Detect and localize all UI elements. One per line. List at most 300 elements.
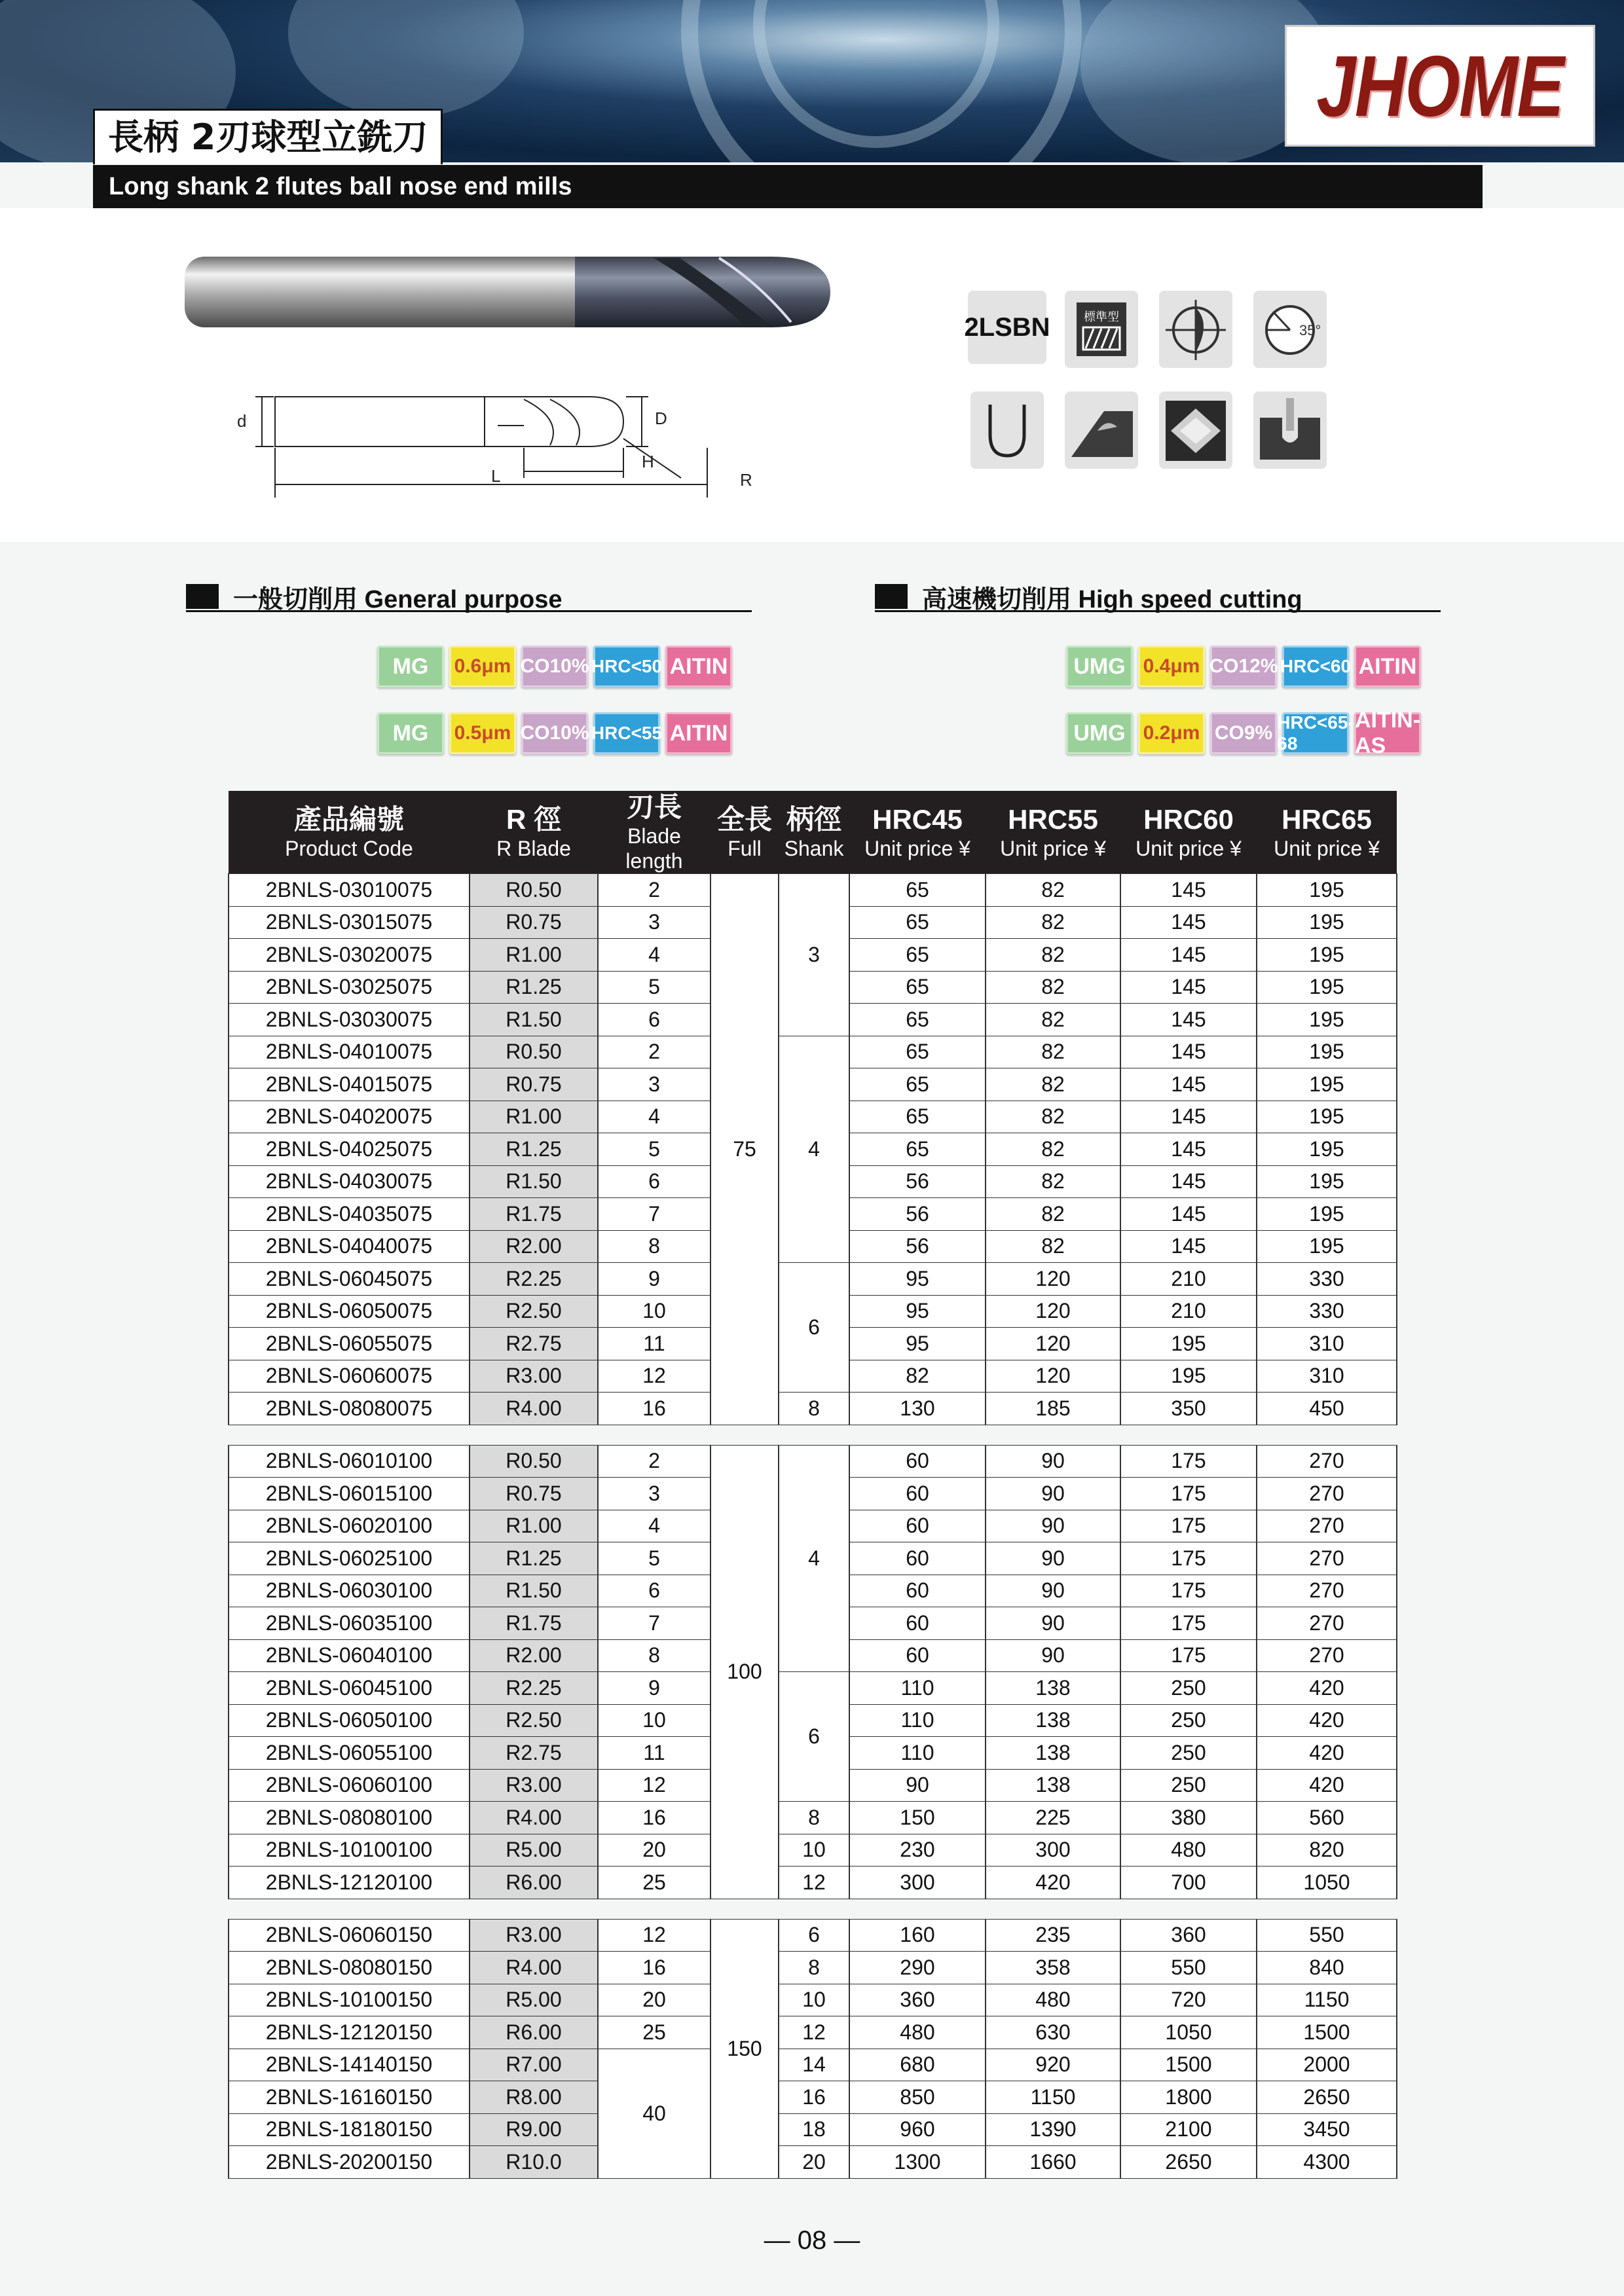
- price-hrc55: 90: [986, 1510, 1120, 1542]
- blade-length: 16: [598, 1802, 710, 1834]
- product-code: 2BNLS-06055075: [229, 1328, 470, 1360]
- price-hrc45: 56: [849, 1198, 986, 1231]
- price-hrc45: 150: [849, 1802, 986, 1834]
- blade-length: 11: [598, 1328, 710, 1360]
- tag-general-0-2: CO10%: [521, 646, 588, 687]
- page-title-en: Long shank 2 flutes ball nose end mills: [109, 173, 572, 200]
- price-hrc60: 145: [1120, 874, 1257, 907]
- header-cn: HRC55: [1008, 804, 1098, 835]
- table-row: [229, 1984, 1397, 2016]
- shank-diameter: 4: [779, 1445, 849, 1672]
- dim-d-label: d: [237, 411, 247, 431]
- price-hrc65: 195: [1257, 1101, 1397, 1133]
- blade-length: 12: [598, 1360, 710, 1393]
- product-code: 2BNLS-06015100: [229, 1478, 470, 1510]
- price-hrc60: 195: [1120, 1328, 1257, 1360]
- price-hrc55: 225: [986, 1802, 1120, 1834]
- price-hrc65: 310: [1257, 1360, 1397, 1393]
- product-table: [228, 791, 1397, 2179]
- price-hrc60: 250: [1120, 1737, 1257, 1770]
- pocketing-icon: [1159, 392, 1232, 469]
- price-hrc60: 145: [1120, 1230, 1257, 1263]
- product-code: 2BNLS-06060100: [229, 1769, 470, 1802]
- r-blade: R6.00: [470, 1867, 598, 1899]
- price-hrc45: 65: [849, 1004, 986, 1036]
- shank-diameter: 20: [779, 2146, 849, 2179]
- product-code: 2BNLS-06055100: [229, 1737, 470, 1770]
- group-spacer: [229, 1425, 1397, 1445]
- price-hrc65: 420: [1257, 1769, 1397, 1802]
- product-code-badge: 2LSBN: [968, 291, 1046, 364]
- price-hrc60: 145: [1120, 1133, 1257, 1166]
- header-col-4: [779, 791, 849, 874]
- price-hrc65: 195: [1257, 1068, 1397, 1101]
- product-code: 2BNLS-06020100: [229, 1510, 470, 1542]
- price-hrc60: 175: [1120, 1639, 1257, 1672]
- price-hrc45: 60: [849, 1639, 986, 1672]
- price-hrc65: 450: [1257, 1393, 1397, 1425]
- group-spacer: [229, 1899, 1397, 1919]
- r-blade: R0.75: [470, 1478, 598, 1510]
- dimension-drawing: [223, 380, 760, 511]
- header-col-7: [1120, 791, 1257, 874]
- price-hrc45: 110: [849, 1704, 986, 1737]
- price-hrc65: 195: [1257, 1133, 1397, 1166]
- price-hrc55: 920: [986, 2049, 1120, 2081]
- price-hrc45: 60: [849, 1478, 986, 1510]
- product-code: 2BNLS-08080100: [229, 1802, 470, 1834]
- price-hrc45: 65: [849, 1036, 986, 1068]
- product-code: 2BNLS-06035100: [229, 1607, 470, 1640]
- price-hrc55: 138: [986, 1704, 1120, 1737]
- product-code: 2BNLS-06060075: [229, 1360, 470, 1393]
- blade-length: 3: [598, 1068, 710, 1101]
- price-hrc65: 195: [1257, 1036, 1397, 1068]
- price-hrc55: 82: [986, 939, 1120, 972]
- r-blade: R1.00: [470, 939, 598, 972]
- tag-high_speed-0-1: 0.4μm: [1138, 646, 1205, 687]
- tag-general-1-1: 0.5μm: [449, 712, 516, 754]
- product-code: 2BNLS-04040075: [229, 1230, 470, 1263]
- product-code: 2BNLS-18180150: [229, 2113, 470, 2146]
- product-code: 2BNLS-04030075: [229, 1165, 470, 1198]
- price-hrc45: 60: [849, 1510, 986, 1542]
- price-hrc65: 195: [1257, 1230, 1397, 1263]
- price-hrc60: 720: [1120, 1984, 1257, 2016]
- price-hrc60: 145: [1120, 1165, 1257, 1198]
- price-hrc60: 550: [1120, 1952, 1257, 1984]
- price-hrc60: 175: [1120, 1575, 1257, 1607]
- header-cn: HRC45: [872, 804, 963, 835]
- price-hrc60: 145: [1120, 1036, 1257, 1068]
- product-code: 2BNLS-03030075: [229, 1004, 470, 1036]
- header-en: Unit price ¥: [1000, 837, 1106, 860]
- price-hrc60: 1500: [1120, 2049, 1257, 2081]
- price-hrc55: 90: [986, 1575, 1120, 1607]
- price-hrc55: 138: [986, 1672, 1120, 1705]
- price-hrc60: 175: [1120, 1510, 1257, 1542]
- product-code: 2BNLS-10100100: [229, 1834, 470, 1867]
- header-en: Unit price ¥: [864, 837, 970, 860]
- blade-length: 3: [598, 906, 710, 939]
- general-purpose-header: 一般切削用 General purpose: [186, 575, 752, 612]
- blade-length: 25: [598, 1867, 710, 1899]
- r-blade: R1.00: [470, 1510, 598, 1542]
- r-blade: R1.50: [470, 1575, 598, 1607]
- price-hrc65: 1050: [1257, 1867, 1397, 1899]
- r-blade: R2.75: [470, 1737, 598, 1770]
- table-row: [229, 1263, 1397, 1296]
- r-blade: R1.75: [470, 1607, 598, 1640]
- price-hrc55: 82: [986, 1004, 1120, 1036]
- price-hrc45: 480: [849, 2016, 986, 2049]
- header-cn: 刃長: [626, 792, 682, 822]
- price-hrc45: 65: [849, 906, 986, 939]
- r-blade: R2.25: [470, 1672, 598, 1705]
- price-hrc65: 820: [1257, 1834, 1397, 1867]
- price-hrc45: 300: [849, 1867, 986, 1899]
- shank-diameter: 8: [779, 1952, 849, 1984]
- price-hrc65: 195: [1257, 906, 1397, 939]
- price-hrc45: 850: [849, 2081, 986, 2114]
- price-hrc55: 82: [986, 1133, 1120, 1166]
- price-hrc45: 65: [849, 1068, 986, 1101]
- price-hrc45: 95: [849, 1263, 986, 1296]
- shank-diameter: 16: [779, 2081, 849, 2114]
- blade-length: 6: [598, 1575, 710, 1607]
- price-hrc45: 65: [849, 1133, 986, 1166]
- header-en: R Blade: [496, 837, 571, 860]
- tag-high_speed-1-2: CO9%: [1210, 712, 1277, 754]
- r-blade: R3.00: [470, 1769, 598, 1802]
- r-blade: R2.50: [470, 1295, 598, 1328]
- product-code: 2BNLS-08080150: [229, 1952, 470, 1984]
- shank-diameter: 6: [779, 1919, 849, 1952]
- price-hrc60: 145: [1120, 1198, 1257, 1231]
- price-hrc60: 350: [1120, 1393, 1257, 1425]
- price-hrc60: 250: [1120, 1704, 1257, 1737]
- price-hrc45: 110: [849, 1672, 986, 1705]
- full-length: 75: [710, 874, 779, 1425]
- shank-diameter: 8: [779, 1393, 849, 1425]
- r-blade: R1.75: [470, 1198, 598, 1231]
- price-hrc60: 145: [1120, 1101, 1257, 1133]
- dim-L-label: L: [491, 466, 501, 486]
- slotting-icon: [1065, 392, 1138, 469]
- svg-text:標準型: 標準型: [1084, 310, 1119, 324]
- price-hrc45: 82: [849, 1360, 986, 1393]
- product-code: 2BNLS-03010075: [229, 874, 470, 907]
- price-hrc65: 550: [1257, 1919, 1397, 1952]
- r-blade: R2.50: [470, 1704, 598, 1737]
- plunge-icon: [1253, 392, 1327, 469]
- header-cn: 產品編號: [293, 804, 404, 835]
- price-hrc45: 230: [849, 1834, 986, 1867]
- tag-high_speed-1-4: AITIN-AS: [1354, 708, 1421, 758]
- price-hrc60: 145: [1120, 1004, 1257, 1036]
- r-blade: R10.0: [470, 2146, 598, 2179]
- price-hrc45: 60: [849, 1445, 986, 1478]
- r-blade: R8.00: [470, 2081, 598, 2114]
- price-hrc55: 138: [986, 1737, 1120, 1770]
- blade-length: 5: [598, 1542, 710, 1575]
- shank-diameter: 10: [779, 1984, 849, 2016]
- table-row: [229, 2113, 1397, 2146]
- price-hrc55: 120: [986, 1295, 1120, 1328]
- blade-length: 12: [598, 1769, 710, 1802]
- header-col-2: [598, 791, 710, 874]
- blade-length: 3: [598, 1478, 710, 1510]
- price-hrc65: 330: [1257, 1263, 1397, 1296]
- r-blade: R2.75: [470, 1328, 598, 1360]
- product-code: 2BNLS-03020075: [229, 939, 470, 972]
- tag-high_speed-1-0: UMG: [1066, 712, 1133, 754]
- product-code: 2BNLS-06050075: [229, 1295, 470, 1328]
- table-row: [229, 874, 1397, 907]
- blade-length: 2: [598, 874, 710, 907]
- header-en: Shank: [784, 837, 844, 860]
- shank-diameter: 3: [779, 874, 849, 1036]
- price-hrc45: 110: [849, 1737, 986, 1770]
- full-length: 150: [710, 1919, 779, 2178]
- price-hrc65: 195: [1257, 874, 1397, 907]
- shank-diameter: 6: [779, 1263, 849, 1393]
- blade-length: 20: [598, 1834, 710, 1867]
- price-hrc60: 145: [1120, 939, 1257, 972]
- price-hrc55: 185: [986, 1393, 1120, 1425]
- price-hrc60: 145: [1120, 971, 1257, 1004]
- price-hrc60: 250: [1120, 1672, 1257, 1705]
- product-code: 2BNLS-06045100: [229, 1672, 470, 1705]
- tag-high_speed-0-4: AITIN: [1354, 646, 1421, 687]
- r-blade: R0.75: [470, 906, 598, 939]
- tag-high_speed-0-2: CO12%: [1210, 646, 1277, 687]
- blade-length: 4: [598, 1510, 710, 1542]
- price-hrc55: 90: [986, 1542, 1120, 1575]
- blade-length: 40: [598, 2049, 710, 2178]
- product-code: 2BNLS-03015075: [229, 906, 470, 939]
- spacer-cell: [229, 1425, 1397, 1445]
- tag-high_speed-1-1: 0.2μm: [1138, 712, 1205, 754]
- product-code: 2BNLS-16160150: [229, 2081, 470, 2114]
- table-row: [229, 2016, 1397, 2049]
- blade-length: 4: [598, 1101, 710, 1133]
- table-row: [229, 1834, 1397, 1867]
- price-hrc45: 56: [849, 1230, 986, 1263]
- product-code: 2BNLS-06030100: [229, 1575, 470, 1607]
- r-blade: R9.00: [470, 2113, 598, 2146]
- price-hrc45: 160: [849, 1919, 986, 1952]
- r-blade: R1.50: [470, 1165, 598, 1198]
- price-hrc45: 90: [849, 1769, 986, 1802]
- price-hrc55: 1390: [986, 2113, 1120, 2146]
- end-mill-photo: [182, 250, 830, 334]
- blade-length: 25: [598, 2016, 710, 2049]
- r-blade: R4.00: [470, 1802, 598, 1834]
- blade-length: 5: [598, 1133, 710, 1166]
- price-hrc65: 195: [1257, 971, 1397, 1004]
- table-row: [229, 1036, 1397, 1068]
- r-blade: R1.25: [470, 971, 598, 1004]
- header-cn: HRC60: [1143, 804, 1234, 835]
- center-cutting-icon: [1159, 291, 1232, 368]
- header-col-1: [470, 791, 598, 874]
- product-code: 2BNLS-06045075: [229, 1263, 470, 1296]
- table-row: [229, 1867, 1397, 1899]
- price-hrc55: 90: [986, 1445, 1120, 1478]
- price-hrc60: 380: [1120, 1802, 1257, 1834]
- r-blade: R1.50: [470, 1004, 598, 1036]
- price-hrc65: 330: [1257, 1295, 1397, 1328]
- blade-length: 11: [598, 1737, 710, 1770]
- tag-high_speed-0-0: UMG: [1066, 646, 1133, 687]
- price-hrc60: 175: [1120, 1478, 1257, 1510]
- price-hrc55: 120: [986, 1360, 1120, 1393]
- price-hrc65: 840: [1257, 1952, 1397, 1984]
- tag-general-1-4: AITIN: [665, 712, 732, 754]
- blade-length: 20: [598, 1984, 710, 2016]
- standard-type-icon: [1065, 291, 1138, 368]
- tag-general-1-0: MG: [377, 712, 444, 754]
- header-en: Product Code: [285, 837, 413, 860]
- price-hrc45: 65: [849, 1101, 986, 1133]
- price-hrc45: 65: [849, 874, 986, 907]
- header-col-8: [1257, 791, 1397, 874]
- price-hrc45: 65: [849, 939, 986, 972]
- price-hrc45: 60: [849, 1607, 986, 1640]
- product-code: 2BNLS-10100150: [229, 1984, 470, 2016]
- price-hrc65: 270: [1257, 1542, 1397, 1575]
- r-blade: R1.00: [470, 1101, 598, 1133]
- table-row: [229, 1672, 1397, 1705]
- price-hrc60: 175: [1120, 1607, 1257, 1640]
- table-row: [229, 2146, 1397, 2179]
- product-code: 2BNLS-12120150: [229, 2016, 470, 2049]
- price-hrc55: 82: [986, 971, 1120, 1004]
- r-blade: R4.00: [470, 1393, 598, 1425]
- price-hrc60: 145: [1120, 906, 1257, 939]
- tag-general-1-3: HRC<55: [593, 712, 660, 754]
- dim-R-label: R: [740, 470, 752, 490]
- price-hrc65: 270: [1257, 1607, 1397, 1640]
- header-col-0: [229, 791, 470, 874]
- product-code: 2BNLS-06040100: [229, 1639, 470, 1672]
- blade-length: 8: [598, 1639, 710, 1672]
- price-hrc55: 300: [986, 1834, 1120, 1867]
- price-hrc65: 1150: [1257, 1984, 1397, 2016]
- r-blade: R0.50: [470, 1445, 598, 1478]
- price-hrc60: 145: [1120, 1068, 1257, 1101]
- price-hrc55: 90: [986, 1639, 1120, 1672]
- shank-diameter: 18: [779, 2113, 849, 2146]
- tag-general-0-4: AITIN: [665, 646, 732, 687]
- price-hrc55: 138: [986, 1769, 1120, 1802]
- table-row: [229, 2081, 1397, 2114]
- r-blade: R5.00: [470, 1834, 598, 1867]
- price-hrc45: 960: [849, 2113, 986, 2146]
- table-row: [229, 1919, 1397, 1952]
- blade-length: 9: [598, 1672, 710, 1705]
- product-code: 2BNLS-06010100: [229, 1445, 470, 1478]
- price-hrc55: 82: [986, 1165, 1120, 1198]
- price-hrc55: 120: [986, 1263, 1120, 1296]
- table-row: [229, 2049, 1397, 2081]
- header-col-3: [710, 791, 779, 874]
- price-hrc65: 2650: [1257, 2081, 1397, 2114]
- header-en: Blade length: [625, 824, 683, 873]
- blade-length: 7: [598, 1198, 710, 1231]
- price-hrc65: 270: [1257, 1639, 1397, 1672]
- product-code: 2BNLS-04025075: [229, 1133, 470, 1166]
- svg-text:35°: 35°: [1299, 322, 1321, 338]
- header-col-6: [986, 791, 1120, 874]
- r-blade: R0.75: [470, 1068, 598, 1101]
- price-hrc45: 60: [849, 1542, 986, 1575]
- tag-high_speed-1-3: HRC<65-68: [1277, 712, 1354, 754]
- product-code: 2BNLS-03025075: [229, 971, 470, 1004]
- product-code: 2BNLS-04015075: [229, 1068, 470, 1101]
- price-hrc65: 4300: [1257, 2146, 1397, 2179]
- price-hrc60: 210: [1120, 1263, 1257, 1296]
- price-hrc45: 95: [849, 1295, 986, 1328]
- shank-diameter: 12: [779, 1867, 849, 1899]
- price-hrc55: 235: [986, 1919, 1120, 1952]
- ball-profile-icon: [970, 392, 1044, 469]
- page-title-cn: 長柄 2刃球型立銑刀: [93, 109, 443, 164]
- blade-length: 4: [598, 939, 710, 972]
- r-blade: R2.00: [470, 1639, 598, 1672]
- blade-length: 10: [598, 1704, 710, 1737]
- product-code: 2BNLS-12120100: [229, 1867, 470, 1899]
- blade-length: 7: [598, 1607, 710, 1640]
- price-hrc55: 358: [986, 1952, 1120, 1984]
- tag-general-0-3: HRC<50: [593, 646, 660, 687]
- header-cn: HRC65: [1282, 804, 1372, 835]
- blade-length: 6: [598, 1165, 710, 1198]
- r-blade: R5.00: [470, 1984, 598, 2016]
- full-length: 100: [710, 1445, 779, 1899]
- price-hrc55: 480: [986, 1984, 1120, 2016]
- helix-35-icon: [1253, 291, 1327, 368]
- blade-length: 10: [598, 1295, 710, 1328]
- spacer-cell: [229, 1899, 1397, 1919]
- price-hrc55: 1150: [986, 2081, 1120, 2114]
- price-hrc65: 2000: [1257, 2049, 1397, 2081]
- r-blade: R3.00: [470, 1919, 598, 1952]
- price-hrc55: 90: [986, 1607, 1120, 1640]
- shank-diameter: 6: [779, 1672, 849, 1802]
- product-code: 2BNLS-06060150: [229, 1919, 470, 1952]
- r-blade: R0.50: [470, 1036, 598, 1068]
- product-code: 2BNLS-20200150: [229, 2146, 470, 2179]
- table-body: [229, 874, 1397, 2179]
- price-hrc60: 2100: [1120, 2113, 1257, 2146]
- price-hrc65: 195: [1257, 1004, 1397, 1036]
- r-blade: R1.25: [470, 1133, 598, 1166]
- price-hrc60: 1050: [1120, 2016, 1257, 2049]
- product-code: 2BNLS-04035075: [229, 1198, 470, 1231]
- brand-logo: JHOME: [1285, 25, 1595, 147]
- price-hrc60: 175: [1120, 1542, 1257, 1575]
- shank-diameter: 12: [779, 2016, 849, 2049]
- table-header-row: [229, 791, 1397, 874]
- price-hrc55: 82: [986, 1230, 1120, 1263]
- r-blade: R1.25: [470, 1542, 598, 1575]
- product-code: 2BNLS-08080075: [229, 1393, 470, 1425]
- r-blade: R0.50: [470, 874, 598, 907]
- table-row: [229, 1393, 1397, 1425]
- tag-general-0-1: 0.6μm: [449, 646, 516, 687]
